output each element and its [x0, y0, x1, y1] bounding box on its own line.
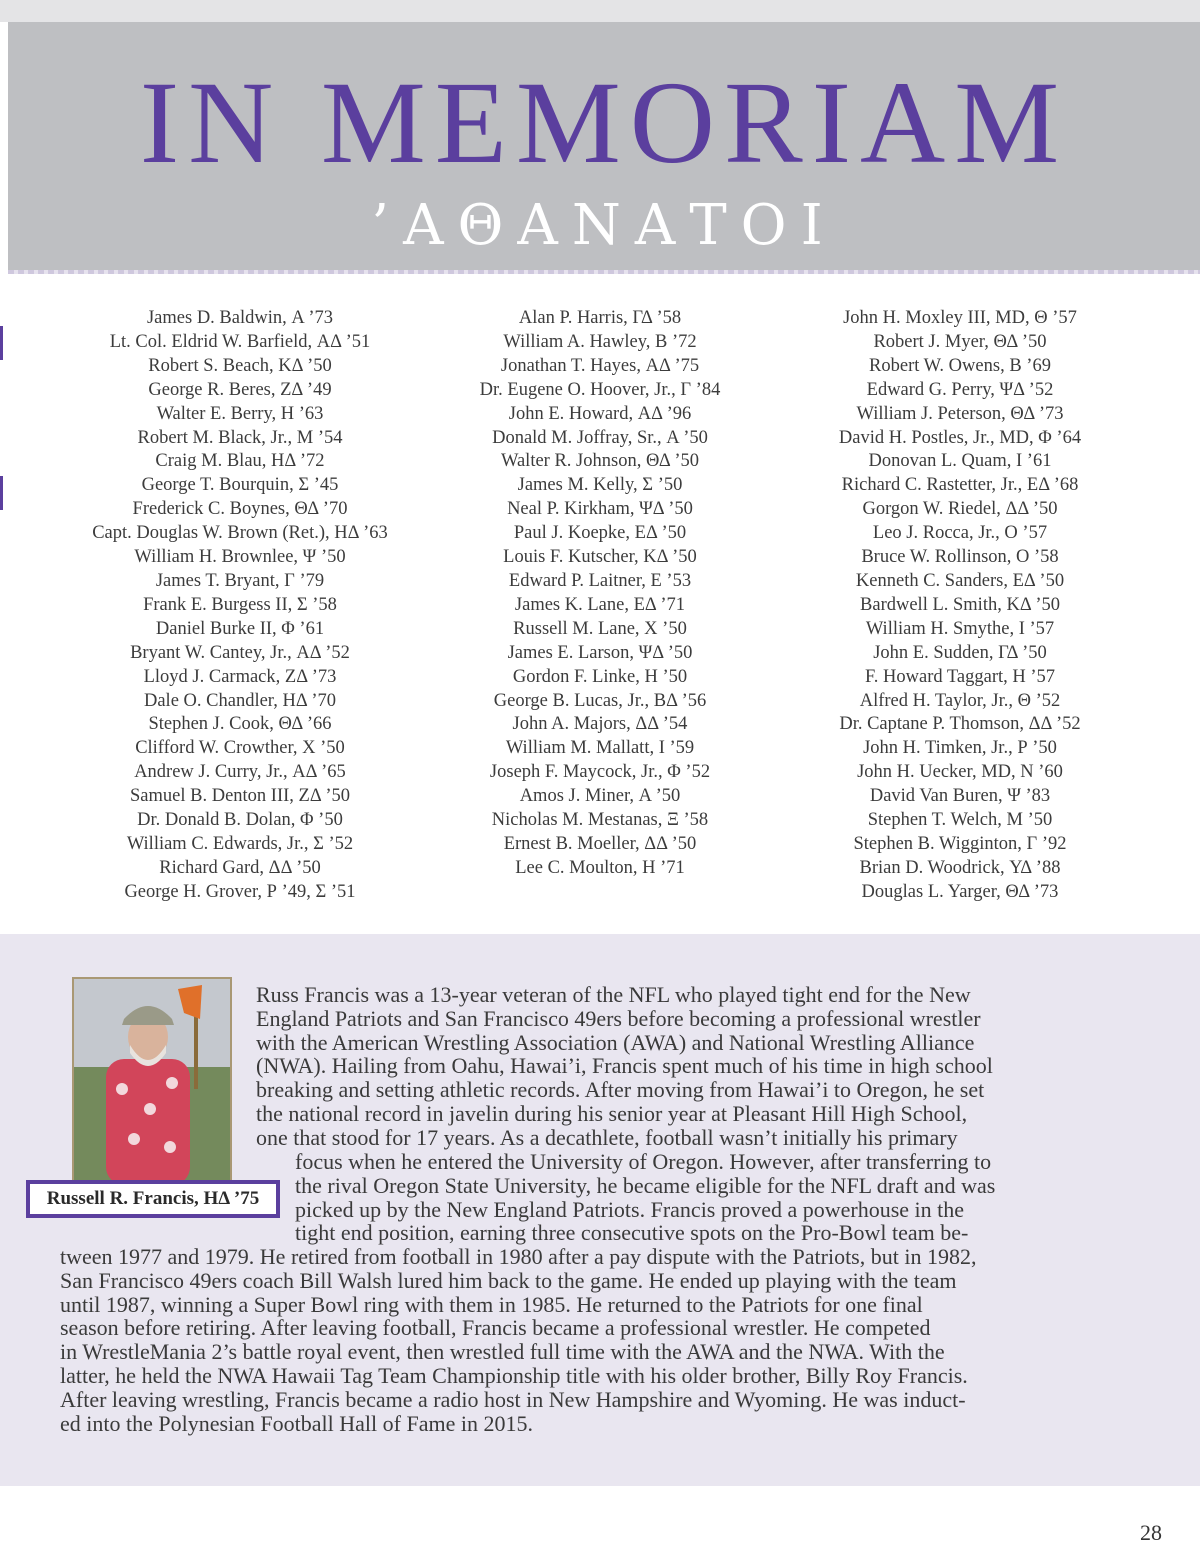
- memoriam-name: Amos J. Miner, Α ’50: [519, 786, 681, 807]
- memoriam-name: Louis F. Kutscher, ΚΔ ’50: [503, 547, 697, 568]
- bio-line: ed into the Polynesian Football Hall of Fame in 2015.: [60, 1410, 533, 1436]
- memoriam-name: Joseph F. Maycock, Jr., Φ ’52: [489, 762, 711, 783]
- memoriam-name: Daniel Burke II, Φ ’61: [155, 618, 325, 639]
- bio-line: Russ Francis was a 13-year veteran of the NFL who played tight end for the New: [256, 982, 971, 1007]
- top-strip: [0, 0, 1200, 22]
- memoriam-name: John E. Sudden, ΓΔ ’50: [873, 642, 1047, 663]
- memoriam-name: James D. Baldwin, Α ’73: [146, 308, 333, 328]
- name-column-2: [410, 307, 790, 881]
- memoriam-name: William J. Peterson, ΘΔ ’73: [856, 403, 1064, 424]
- memoriam-name: Edward G. Perry, ΨΔ ’52: [866, 379, 1054, 400]
- memoriam-name: Robert W. Owens, Β ’69: [869, 355, 1051, 376]
- bio-line: with the American Wrestling Association (AWA) and National Wrestling Alliance: [256, 1029, 975, 1055]
- bio-line: focus when he entered the University of Oregon. However, after transferring to: [295, 1149, 992, 1174]
- memoriam-name: James T. Bryant, Γ ’79: [155, 570, 325, 591]
- bio-line: tight end position, earning three consecutive spots on the Pro-Bowl team be-: [295, 1220, 969, 1246]
- bio-line: one that stood for 17 years. As a decathlete, football wasn’t initially his primary: [256, 1124, 958, 1150]
- memoriam-name: Donald M. Joffray, Sr., Α ’50: [492, 427, 708, 448]
- memoriam-name: Gordon F. Linke, Η ’50: [512, 666, 688, 687]
- memoriam-name: Leo J. Rocca, Jr., Ο ’57: [872, 523, 1048, 544]
- memoriam-name: Kenneth C. Sanders, ΕΔ ’50: [855, 570, 1065, 591]
- memoriam-name: James E. Larson, ΨΔ ’50: [507, 642, 693, 663]
- memoriam-name: Robert M. Black, Jr., Μ ’54: [137, 427, 343, 448]
- memoriam-name: Paul J. Koepke, ΕΔ ’50: [513, 523, 687, 544]
- name-column-1: [50, 307, 430, 905]
- memoriam-name: Lt. Col. Eldrid W. Barfield, ΑΔ ’51: [109, 331, 371, 352]
- edge-accent: [0, 326, 3, 360]
- memoriam-name: Neal P. Kirkham, ΨΔ ’50: [507, 499, 693, 520]
- memoriam-name: Dr. Eugene O. Hoover, Jr., Γ ’84: [479, 379, 721, 400]
- memoriam-name: Edward P. Laitner, Ε ’53: [508, 570, 692, 591]
- memoriam-name: Samuel B. Denton III, ΖΔ ’50: [130, 786, 350, 807]
- bio-line: breaking and setting athletic records. After moving from Hawai’i to Oregon, he set: [256, 1077, 985, 1103]
- bio-line: San Francisco 49ers coach Bill Walsh lured him back to the game. He ended up playing with the team: [60, 1267, 957, 1293]
- memoriam-name: Alfred H. Taylor, Jr., Θ ’52: [859, 690, 1061, 711]
- bio-text-middle: [295, 1150, 995, 1245]
- page-number: 28: [1140, 1520, 1162, 1545]
- header-band: [8, 22, 1200, 270]
- name-column-3: [770, 307, 1150, 905]
- memoriam-name: Richard C. Rastetter, Jr., ΕΔ ’68: [841, 475, 1079, 496]
- memoriam-name: George H. Grover, Ρ ’49, Σ ’51: [124, 881, 356, 902]
- memoriam-name: Frank E. Burgess II, Σ ’58: [143, 594, 337, 615]
- bio-line: (NWA). Hailing from Oahu, Hawai’i, Francis spent much of his time in high school: [256, 1053, 993, 1079]
- memoriam-name: Andrew J. Curry, Jr., ΑΔ ’65: [134, 762, 346, 783]
- memoriam-name: Donovan L. Quam, Ι ’61: [868, 451, 1052, 472]
- memoriam-name: William M. Mallatt, Ι ’59: [505, 738, 695, 759]
- memoriam-name: Clifford W. Crowther, Χ ’50: [135, 738, 345, 759]
- page-subtitle: ’ΑΘΑΝΑΤΟΙ: [371, 193, 837, 258]
- memoriam-name: James M. Kelly, Σ ’50: [517, 475, 683, 496]
- memoriam-name: Dale O. Chandler, ΗΔ ’70: [143, 690, 336, 711]
- bio-line: the national record in javelin during his senior year at Pleasant Hill High School,: [256, 1100, 968, 1126]
- memoriam-name: Bryant W. Cantey, Jr., ΑΔ ’52: [130, 642, 350, 663]
- bio-line: latter, he held the NWA Hawaii Tag Team Championship title with his older brother, Billy Roy Francis.: [60, 1362, 968, 1388]
- bio-text-bottom: [60, 1245, 976, 1435]
- memoriam-name-list: [50, 307, 1180, 907]
- page-title: IN MEMORIAM: [139, 57, 1069, 188]
- bio-line: tween 1977 and 1979. He retired from football in 1980 after a pay dispute with the Patriots, but in 1982,: [60, 1244, 977, 1269]
- memoriam-name: David H. Postles, Jr., MD, Φ ’64: [838, 427, 1082, 448]
- memoriam-name: Stephen J. Cook, ΘΔ ’66: [148, 714, 332, 735]
- memoriam-name: Frederick C. Boynes, ΘΔ ’70: [132, 499, 348, 520]
- memoriam-name: George T. Bourquin, Σ ’45: [141, 475, 339, 496]
- memoriam-name: Richard Gard, ΔΔ ’50: [159, 857, 321, 878]
- memoriam-name: F. Howard Taggart, Η ’57: [864, 666, 1056, 687]
- memoriam-name: Bardwell L. Smith, ΚΔ ’50: [860, 594, 1060, 615]
- memoriam-name: John H. Uecker, MD, Ν ’60: [857, 762, 1063, 783]
- memoriam-name: Capt. Douglas W. Brown (Ret.), ΗΔ ’63: [92, 523, 388, 544]
- memoriam-name: George B. Lucas, Jr., ΒΔ ’56: [493, 690, 707, 711]
- memoriam-name: William A. Hawley, Β ’72: [503, 331, 697, 352]
- memoriam-name: Stephen B. Wigginton, Γ ’92: [853, 833, 1067, 854]
- memoriam-name: William H. Smythe, Ι ’57: [865, 618, 1055, 639]
- memoriam-name: Bruce W. Rollinson, Ο ’58: [861, 547, 1059, 568]
- bio-line: England Patriots and San Francisco 49ers before becoming a professional wrestler: [256, 1005, 981, 1031]
- memoriam-name: Russell M. Lane, Χ ’50: [513, 618, 687, 639]
- memoriam-name: Stephen T. Welch, Μ ’50: [867, 810, 1053, 831]
- memoriam-name: John H. Moxley III, MD, Θ ’57: [843, 308, 1077, 328]
- bio-text-top: [256, 983, 993, 1150]
- memoriam-name: Gorgon W. Riedel, ΔΔ ’50: [862, 499, 1058, 520]
- memoriam-name: Douglas L. Yarger, ΘΔ ’73: [861, 881, 1059, 902]
- bio-line: until 1987, winning a Super Bowl ring with them in 1985. He returned to the Patriots for one final: [60, 1291, 923, 1317]
- memoriam-name: Lloyd J. Carmack, ΖΔ ’73: [143, 666, 337, 687]
- memoriam-name: Lee C. Moulton, Η ’71: [515, 857, 685, 878]
- memoriam-name: John A. Majors, ΔΔ ’54: [512, 714, 688, 735]
- memoriam-name: Walter R. Johnson, ΘΔ ’50: [500, 451, 700, 472]
- memoriam-name: Jonathan T. Hayes, ΑΔ ’75: [500, 355, 700, 376]
- bio-line: picked up by the New England Patriots. Francis proved a powerhouse in the: [295, 1196, 965, 1222]
- memoriam-name: Craig M. Blau, ΗΔ ’72: [155, 451, 325, 472]
- memoriam-name: James K. Lane, ΕΔ ’71: [514, 594, 686, 615]
- photo-caption: Russell R. Francis, ΗΔ ’75: [26, 1180, 280, 1218]
- memoriam-name: Dr. Donald B. Dolan, Φ ’50: [137, 810, 343, 831]
- edge-accent: [0, 476, 3, 510]
- memoriam-name: Walter E. Berry, Η ’63: [156, 403, 324, 424]
- portrait-photo: [72, 977, 232, 1187]
- memoriam-name: Robert J. Myer, ΘΔ ’50: [873, 331, 1047, 352]
- memoriam-name: David Van Buren, Ψ ’83: [869, 786, 1051, 807]
- memoriam-name: Brian D. Woodrick, ΥΔ ’88: [859, 857, 1061, 878]
- memoriam-name: John H. Timken, Jr., Ρ ’50: [863, 738, 1057, 759]
- memoriam-name: George R. Beres, ΖΔ ’49: [148, 379, 332, 400]
- memoriam-name: Ernest B. Moeller, ΔΔ ’50: [503, 833, 697, 854]
- memoriam-name: Alan P. Harris, ΓΔ ’58: [518, 308, 682, 328]
- memoriam-name: William H. Brownlee, Ψ ’50: [134, 547, 346, 568]
- bio-line: After leaving wrestling, Francis became a radio host in New Hampshire and Wyoming. He was induct-: [60, 1386, 966, 1412]
- memoriam-name: Nicholas M. Mestanas, Ξ ’58: [491, 810, 709, 831]
- memoriam-name: William C. Edwards, Jr., Σ ’52: [126, 833, 354, 854]
- bio-line: the rival Oregon State University, he became eligible for the NFL draft and was: [295, 1172, 996, 1198]
- memoriam-name: Robert S. Beach, ΚΔ ’50: [148, 355, 332, 376]
- memoriam-name: Dr. Captane P. Thomson, ΔΔ ’52: [839, 714, 1081, 735]
- bio-line: in WrestleMania 2’s battle royal event, then wrestled full time with the AWA and the NWA. With the: [60, 1339, 945, 1365]
- bio-line: season before retiring. After leaving football, Francis became a professional wrestler. He competed: [60, 1315, 931, 1341]
- memoriam-name: John E. Howard, ΑΔ ’96: [508, 403, 692, 424]
